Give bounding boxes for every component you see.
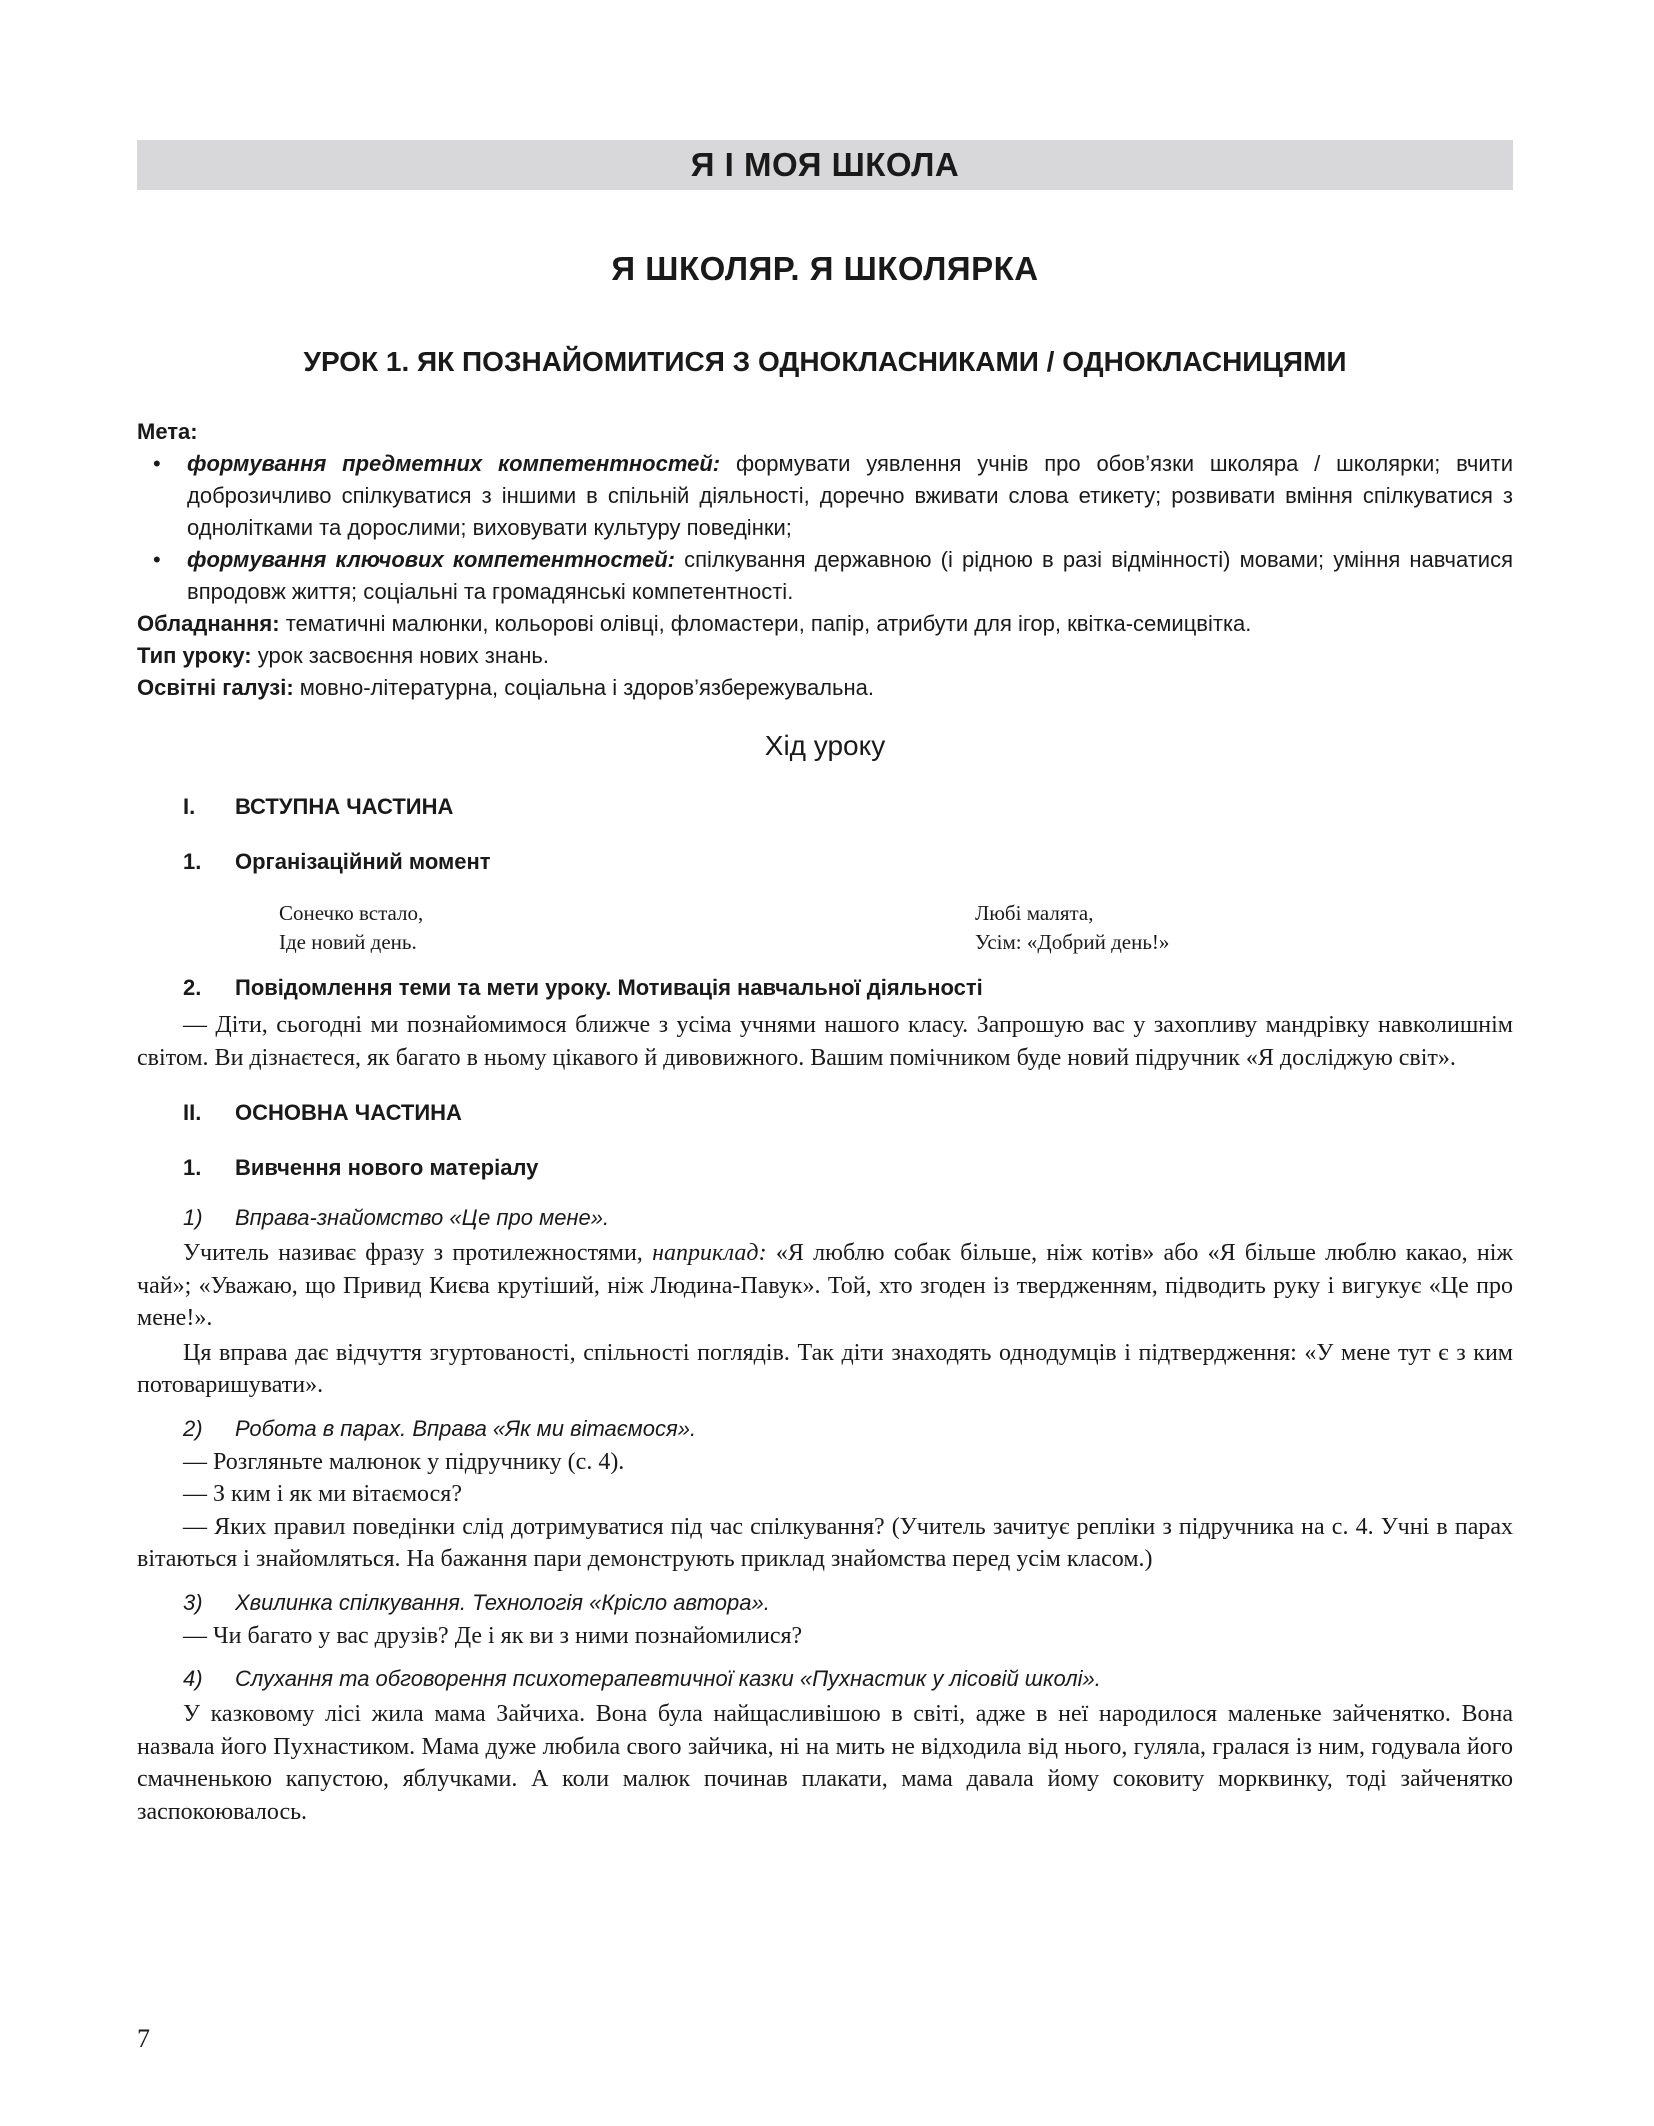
dialogue-line: — Розгляньте малюнок у підручнику (с. 4).: [183, 1448, 625, 1475]
exercise-heading: 1) Вправа-знайомство «Це про мене».: [183, 1205, 610, 1230]
part-heading: II. ОСНОВНА ЧАСТИНА: [183, 1100, 462, 1125]
goal-text: формувати уявлення учнів про обов’язки школяра / школярки; вчити доброзичливо спілкуватися з іншими в спільній діяльності, доречно вживати слова етикету; розвивати вміння спілкуватися з однолітками та дорослими; виховувати культуру поведінки;: [187, 451, 1513, 540]
goal-item: [137, 448, 1513, 544]
goal-list: [137, 448, 1513, 608]
lesson-type-line: Тип уроку: урок засвоєння нових знань.: [137, 643, 549, 668]
document-page: [137, 140, 1513, 1828]
chapter-banner: Я І МОЯ ШКОЛА: [137, 140, 1513, 190]
exercise-heading: 3) Хвилинка спілкування. Технологія «Крісло автора».: [183, 1589, 770, 1615]
lesson-meta: [137, 416, 1513, 704]
lesson-title: УРОК 1. ЯК ПОЗНАЙОМИТИСЯ З ОДНОКЛАСНИКАМИ / ОДНОКЛАСНИЦЯМИ: [303, 346, 1347, 377]
course-title: Хід уроку: [764, 730, 886, 761]
paragraph: Ця вправа дає відчуття згуртованості, спільності поглядів. Так діти знаходять однодумців і підтвердження: «У мене тут є з ким потоваришувати».: [137, 1339, 1513, 1398]
page-number: 7: [137, 2024, 150, 2053]
poem: [137, 899, 1513, 957]
goal-term: формування предметних компетентностей:: [187, 451, 721, 476]
exercise-heading: 4) Слухання та обговорення психотерапевтичної казки «Пухнастик у лісовій школі».: [183, 1666, 1101, 1691]
section-title: Я ШКОЛЯР. Я ШКОЛЯРКА: [611, 250, 1039, 287]
bullet-mark: •: [153, 547, 161, 572]
subsection-heading: 2. Повідомлення теми та мети уроку. Мотивація навчальної діяльності: [183, 975, 983, 1000]
equipment-line: Обладнання: тематичні малюнки, кольорові олівці, фломастери, папір, атрибути для ігор, квітка-семицвітка.: [137, 611, 1252, 636]
goal-label: Мета:: [137, 419, 198, 444]
paragraph: Учитель називає фразу з протилежностями, наприклад: «Я люблю собак більше, ніж котів» або «Я більше люблю какао, ніж чай»; «Уважаю, що Привид Києва крутіший, ніж Людина-Павук». Той, хто згоден із твердженням, підводить руку і вигукує «Це про мене!».: [137, 1240, 1513, 1331]
dialogue-line: — Яких правил поведінки слід дотримуватися під час спілкування? (Учитель зачитує репліки з підручника на с. 4. Учні в парах вітаються і знайомляться. На бажання пари демонструють приклад знайомства перед усім класом.): [137, 1513, 1513, 1572]
subsection-heading: 1. Організаційний момент: [183, 849, 491, 874]
part-heading: I. ВСТУПНА ЧАСТИНА: [183, 794, 454, 819]
dialogue-line: — З ким і як ми вітаємося?: [183, 1481, 462, 1507]
goal-item: [137, 544, 1513, 608]
education-areas-line: Освітні галузі: мовно-літературна, соціальна і здоров’язбережувальна.: [137, 675, 874, 700]
goal-term: формування ключових компетентностей:: [187, 547, 675, 572]
poem-left: Сонечко встало, Іде новий день.: [279, 901, 424, 954]
paragraph: У казковому лісі жила мама Зайчиха. Вона була найщасливішою в світі, адже в неї народилося маленьке зайченятко. Вона назвала його Пухнастиком. Мама дуже любила свого зайчика, ні на мить не відходила від нього, гуляла, гралася із ним, годувала його смачненькою капустою, яблучками. А коли малюк починав плакати, мама давала йому соковиту морквинку, тоді зайченятко заспокоювалось.: [137, 1701, 1513, 1825]
paragraph: — Діти, сьогодні ми познайомимося ближче з усіма учнями нашого класу. Запрошую вас у захопливу мандрівку навколишнім світом. Ви дізнаєтеся, як багато в ньому цікавого й дивовижного. Вашим помічником буде новий підручник «Я досліджую світ».: [137, 1012, 1513, 1071]
goal-text: спілкування державною (і рідною в разі відмінності) мовами; уміння навчатися впродовж життя; соціальні та громадянські компетентності.: [187, 547, 1513, 604]
poem-right: Любі малята, Усім: «Добрий день!»: [975, 901, 1170, 954]
dialogue-line: — Чи багато у вас друзів? Де і як ви з ними познайомилися?: [183, 1622, 803, 1649]
bullet-mark: •: [153, 451, 161, 476]
exercise-heading: 2) Робота в парах. Вправа «Як ми вітаємося».: [183, 1415, 697, 1441]
subsection-heading: 1. Вивчення нового матеріалу: [183, 1155, 539, 1180]
